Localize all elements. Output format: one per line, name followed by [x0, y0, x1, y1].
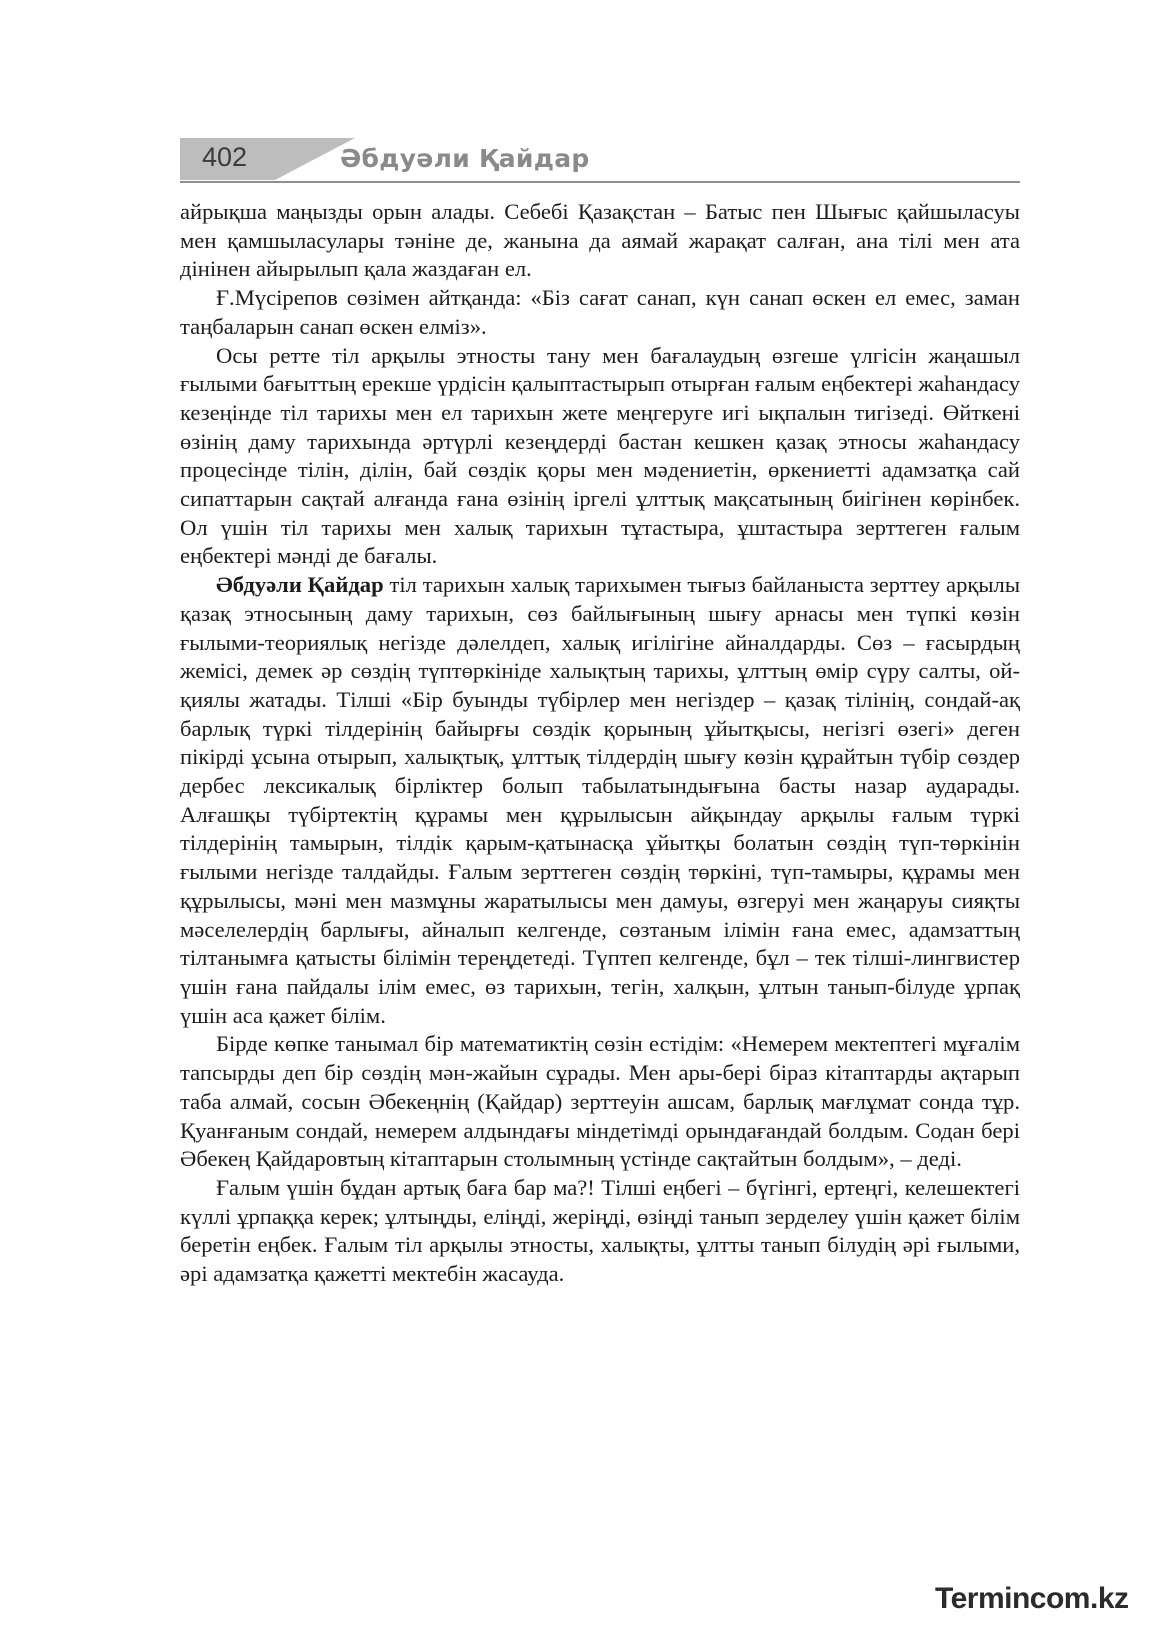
page-number: 402	[202, 142, 248, 172]
body-text	[180, 198, 1020, 1289]
paragraph-6: Ғалым үшін бұдан артық баға бар ма?! Тілші еңбегі – бүгінгі, ертеңгі, келешектегі күллі ұрпаққа керек; ұлтыңды, еліңді, жеріңді, өзіңді танып зерделеу үшін қажет білім беретін еңбек. Ғалым тіл арқылы этносты, халықты, ұлтты танып білудің әрі ғылыми, әрі адамзатқа қажетті мектебін жасауда.	[180, 1174, 1020, 1287]
watermark-logo: Termincom.kz	[935, 1582, 1129, 1615]
paragraph-4-lead: Әбдуәли Қайдар	[216, 572, 384, 598]
paragraph-2: Ғ.Мүсірепов сөзімен айтқанда: «Біз сағат санап, күн санап өскен ел емес, заман таңбаларын санап өскен елміз».	[180, 285, 1020, 339]
paragraph-3: Осы ретте тіл арқылы этносты тану мен бағалаудың өзгеше үлгісін жаңашыл ғылыми бағыттың ерекше үрдісін қалыптастырып отырған ғалым еңбектері жаһандасу кезеңінде тіл тарихы мен ел тарихын жете меңгеруге игі ықпалын тигізеді. Өйткені өзінің даму тарихында әртүрлі кезеңдерді бастан кешкен қазақ этносы жаһандасу процесінде тілін, ділін, бай сөздік қоры мен мәдениетін, өркениетті адамзатқа сай сипаттарын сақтай алғанда ғана өзінің іргелі ұлттық мақсатының биігінен көрінбек. Ол үшін тіл тарихы мен халық тарихын тұтастыра, ұштастыра зерттеген ғалым еңбектері мәнді де бағалы.	[180, 342, 1020, 569]
paragraph-4	[180, 571, 1020, 1030]
header-rule	[180, 181, 1020, 183]
page-header	[180, 138, 1020, 188]
paragraph-5: Бірде көпке танымал бір математиктің сөзін естідім: «Немерем мектептегі мұғалім тапсырды деп бір сөздің мән-жайын сұрады. Мен ары-бері біраз кітаптарды ақтарып таба алмай, сосын Әбекеңнің (Қайдар) зерттеуін ашсам, барлық мағлұмат сонда тұр. Қуанғаным сондай, немерем алдындағы міндетімді орындағандай болдым. Содан бері Әбекең Қайдаровтың кітаптарын столымның үстінде сақтайтын болдым», – деді.	[180, 1031, 1020, 1172]
paragraph-4-text: тіл тарихын халық тарихымен тығыз байланыста зерттеу арқылы қазақ этносының даму тарихын, сөз байлығының шығу арнасы мен түпкі көзін ғылыми-теориялық негізде дәлелдеп, халық игілігіне айналдарды. Сөз – ғасырдың жемісі, демек әр сөздің түптөркініде халықтың тарихы, ұлттың өмір сүру салты, ой-қиялы жатады. Тілші «Бір буынды түбірлер мен негіздер – қазақ тілінің, сондай-ақ барлық түркі тілдерінің байырғы сөздік қорының ұйытқысы, негізгі өзегі» деген пікірді ұсына отырып, халықтық, ұлттық тілдердің шығу көзін құрайтын түбір сөздер дербес лексикалық бірліктер болып табылатындығына басты назар аударады. Алғашқы түбіртектің құрамы мен құрылысын айқындау арқылы ғалым түркі тілдерінің тамырын, тілдік қарым-қатынасқа ұйытқы болатын сөздің түп-төркінін ғылыми негізде талдайды. Ғалым зерттеген сөздің төркіні, түп-тамыры, құрамы мен құрылысы, мәні мен мазмұны жаратылысы мен дамуы, өзгеруі мен жаңаруы сияқты мәселелердің барлығы, айналып келгенде, сөзтаным ілімін ғана емес, адамзаттың тілтанымға қатысты білімін тереңдетеді. Түптеп келгенде, бұл – тек тілші-лингвистер үшін ғана пайдалы ілім емес, өз тарихын, тегін, халқын, ұлтын танып-білуде ұрпақ үшін аса қажет білім.	[180, 572, 1020, 1028]
paragraph-1: айрықша маңызды орын алады. Себебі Қазақстан – Батыс пен Шығыс қайшыласуы мен қамшыласулары тәніне де, жанына да аямай жарақат салған, ана тілі мен ата дінінен айырылып қала жаздаған ел.	[180, 199, 1020, 282]
running-title: Әбдуәли Қайдар	[340, 144, 590, 173]
